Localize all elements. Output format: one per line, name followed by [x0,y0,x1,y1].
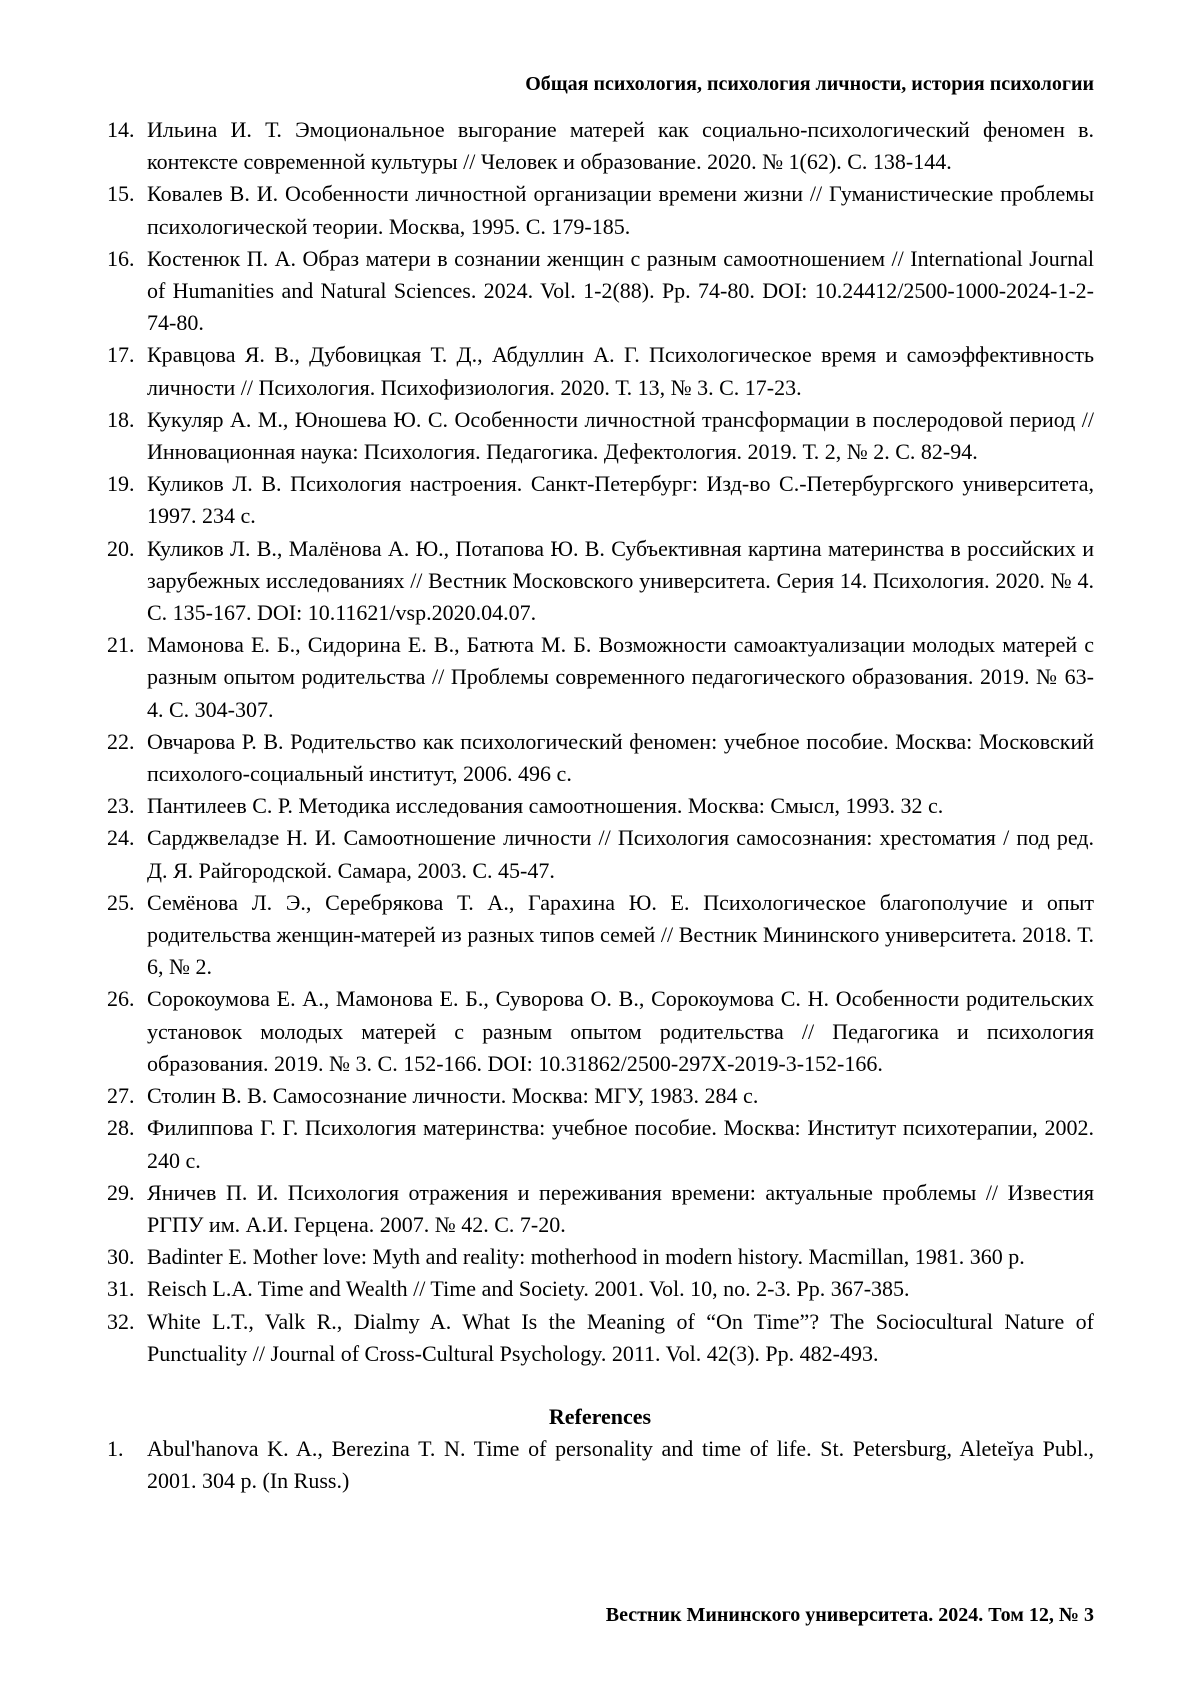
reference-text: Сарджвеладзе Н. И. Самоотношение личности // Психология самосознания: хрестоматия / под ред. Д. Я. Райгородской. Самара, 2003. С. 45-47. [147,825,1094,883]
reference-text: Ковалев В. И. Особенности личностной организации времени жизни // Гуманистические проблемы психологической теории. Москва, 1995. С. 179-185. [147,181,1094,239]
reference-number: 28. [107,1115,135,1141]
reference-number: 21. [107,632,135,658]
reference-number: 16. [107,245,135,271]
reference-number: 22. [107,728,135,754]
reference-text: White L.T., Valk R., Dialmy A. What Is the Meaning of “On Time”? The Sociocultural Nature of Punctuality // Journal of Cross-Cultural Psychology. 2011. Vol. 42(3). Pp. 482-493. [147,1308,1094,1366]
reference-text: Костенюк П. А. Образ матери в сознании женщин с разным самоотношением // International Journal of Humanities and Natural Sciences. 2024. Vol. 1-2(88). Pp. 74-80. DOI: 10.24412/2500-1000-2024-1-2-74-80. [147,245,1094,336]
reference-text: Овчарова Р. В. Родительство как психологический феномен: учебное пособие. Москва: Московский психолого-социальный институт, 2006. 496 с. [147,728,1094,787]
reference-text: Семёнова Л. Э., Серебрякова Т. А., Гарахина Ю. Е. Психологическое благополучие и опыт родительства женщин-матерей из разных типов семей // Вестник Мининского университета. 2018. Т. 6, № 2. [147,889,1094,980]
reference-number: 1. [107,1435,124,1461]
reference-item [106,468,1094,532]
reference-text: Куликов Л. В., Малёнова А. Ю., Потапова Ю. В. Субъективная картина материнства в российских и зарубежных исследованиях // Вестник Московского университета. Серия 14. Психология. 2020. № 4. С. 135-167. DOI: 10.11621/vsp.2020.04.07. [147,535,1094,626]
reference-number: 32. [107,1308,135,1334]
reference-number: 29. [107,1179,135,1205]
reference-item [106,790,1094,822]
reference-text: Куликов Л. В. Психология настроения. Санкт-Петербург: Изд-во С.-Петербургского университета, 1997. 234 с. [147,471,1094,529]
reference-text: Яничев П. И. Психология отражения и переживания времени: актуальные проблемы // Известия РГПУ им. А.И. Герцена. 2007. № 42. С. 7-20. [147,1179,1094,1237]
reference-item [106,339,1094,403]
journal-footer: Вестник Мининского университета. 2024. Том 12, № 3 [605,1604,1094,1626]
reference-item [106,1080,1094,1112]
reference-item [106,1112,1094,1176]
reference-text: Кукуляр А. М., Юношева Ю. С. Особенности личностной трансформации в послеродовой период // Инновационная наука: Психология. Педагогика. Дефектология. 2019. Т. 2, № 2. С. 82-94. [147,406,1094,465]
reference-text: Столин В. В. Самосознание личности. Москва: МГУ, 1983. 284 с. [147,1083,759,1109]
reference-item [106,1433,1094,1497]
reference-number: 19. [107,471,135,497]
russian-references-list [106,114,1094,1370]
reference-item [106,1306,1094,1370]
reference-number: 23. [107,793,135,819]
reference-number: 26. [107,986,135,1012]
reference-text: Кравцова Я. В., Дубовицкая Т. Д., Абдуллин А. Г. Психологическое время и самоэффективность личности // Психология. Психофизиология. 2020. Т. 13, № 3. С. 17-23. [147,342,1094,400]
reference-number: 17. [107,342,135,368]
reference-text: Reisch L.A. Time and Wealth // Time and Society. 2001. Vol. 10, no. 2-3. Pp. 367-385. [147,1276,910,1302]
reference-number: 27. [107,1083,135,1109]
reference-item [106,1241,1094,1273]
reference-number: 30. [107,1244,135,1270]
reference-number: 24. [107,825,135,851]
reference-item [106,114,1094,178]
reference-item [106,178,1094,242]
english-references-list [106,1433,1094,1497]
reference-number: 25. [107,889,135,915]
reference-item [106,404,1094,468]
reference-text: Ильина И. Т. Эмоциональное выгорание матерей как социально-психологический феномен в. контексте современной культуры // Человек и образование. 2020. № 1(62). С. 138-144. [147,117,1094,175]
reference-number: 20. [107,535,135,561]
reference-item [106,1177,1094,1241]
reference-number: 31. [107,1276,135,1302]
reference-item [106,822,1094,886]
reference-item [106,629,1094,726]
reference-text: Abul'hanova K. A., Berezina T. N. Time of personality and time of life. St. Petersburg, Aleteĭya Publ., 2001. 304 p. (In Russ.) [147,1435,1094,1494]
reference-number: 15. [107,181,135,207]
reference-item [106,533,1094,630]
reference-text: Пантилеев С. Р. Методика исследования самоотношения. Москва: Смысл, 1993. 32 с. [147,793,944,819]
reference-item [106,983,1094,1080]
reference-item [106,887,1094,984]
reference-text: Badinter E. Mother love: Myth and reality: motherhood in modern history. Macmillan, 1981. 360 p. [147,1244,1025,1270]
reference-text: Сорокоумова Е. А., Мамонова Е. Б., Суворова О. В., Сорокоумова С. Н. Особенности родительских установок молодых матерей с разным опытом родительства // Педагогика и психология образования. 2019. № 3. С. 152-166. DOI: 10.31862/2500-297X-2019-3-152-166. [147,986,1094,1076]
reference-text: Мамонова Е. Б., Сидорина Е. В., Батюта М. Б. Возможности самоактуализации молодых матерей с разным опытом родительства // Проблемы современного педагогического образования. 2019. № 63-4. С. 304-307. [147,632,1094,722]
running-head: Общая психология, психология личности, история психологии [525,73,1094,95]
references-heading: References [548,1403,652,1429]
reference-number: 18. [107,406,135,432]
reference-number: 14. [107,117,135,142]
reference-item [106,243,1094,340]
reference-item [106,726,1094,790]
reference-item [106,1273,1094,1305]
reference-text: Филиппова Г. Г. Психология материнства: учебное пособие. Москва: Институт психотерапии, 2002. 240 с. [147,1115,1094,1173]
